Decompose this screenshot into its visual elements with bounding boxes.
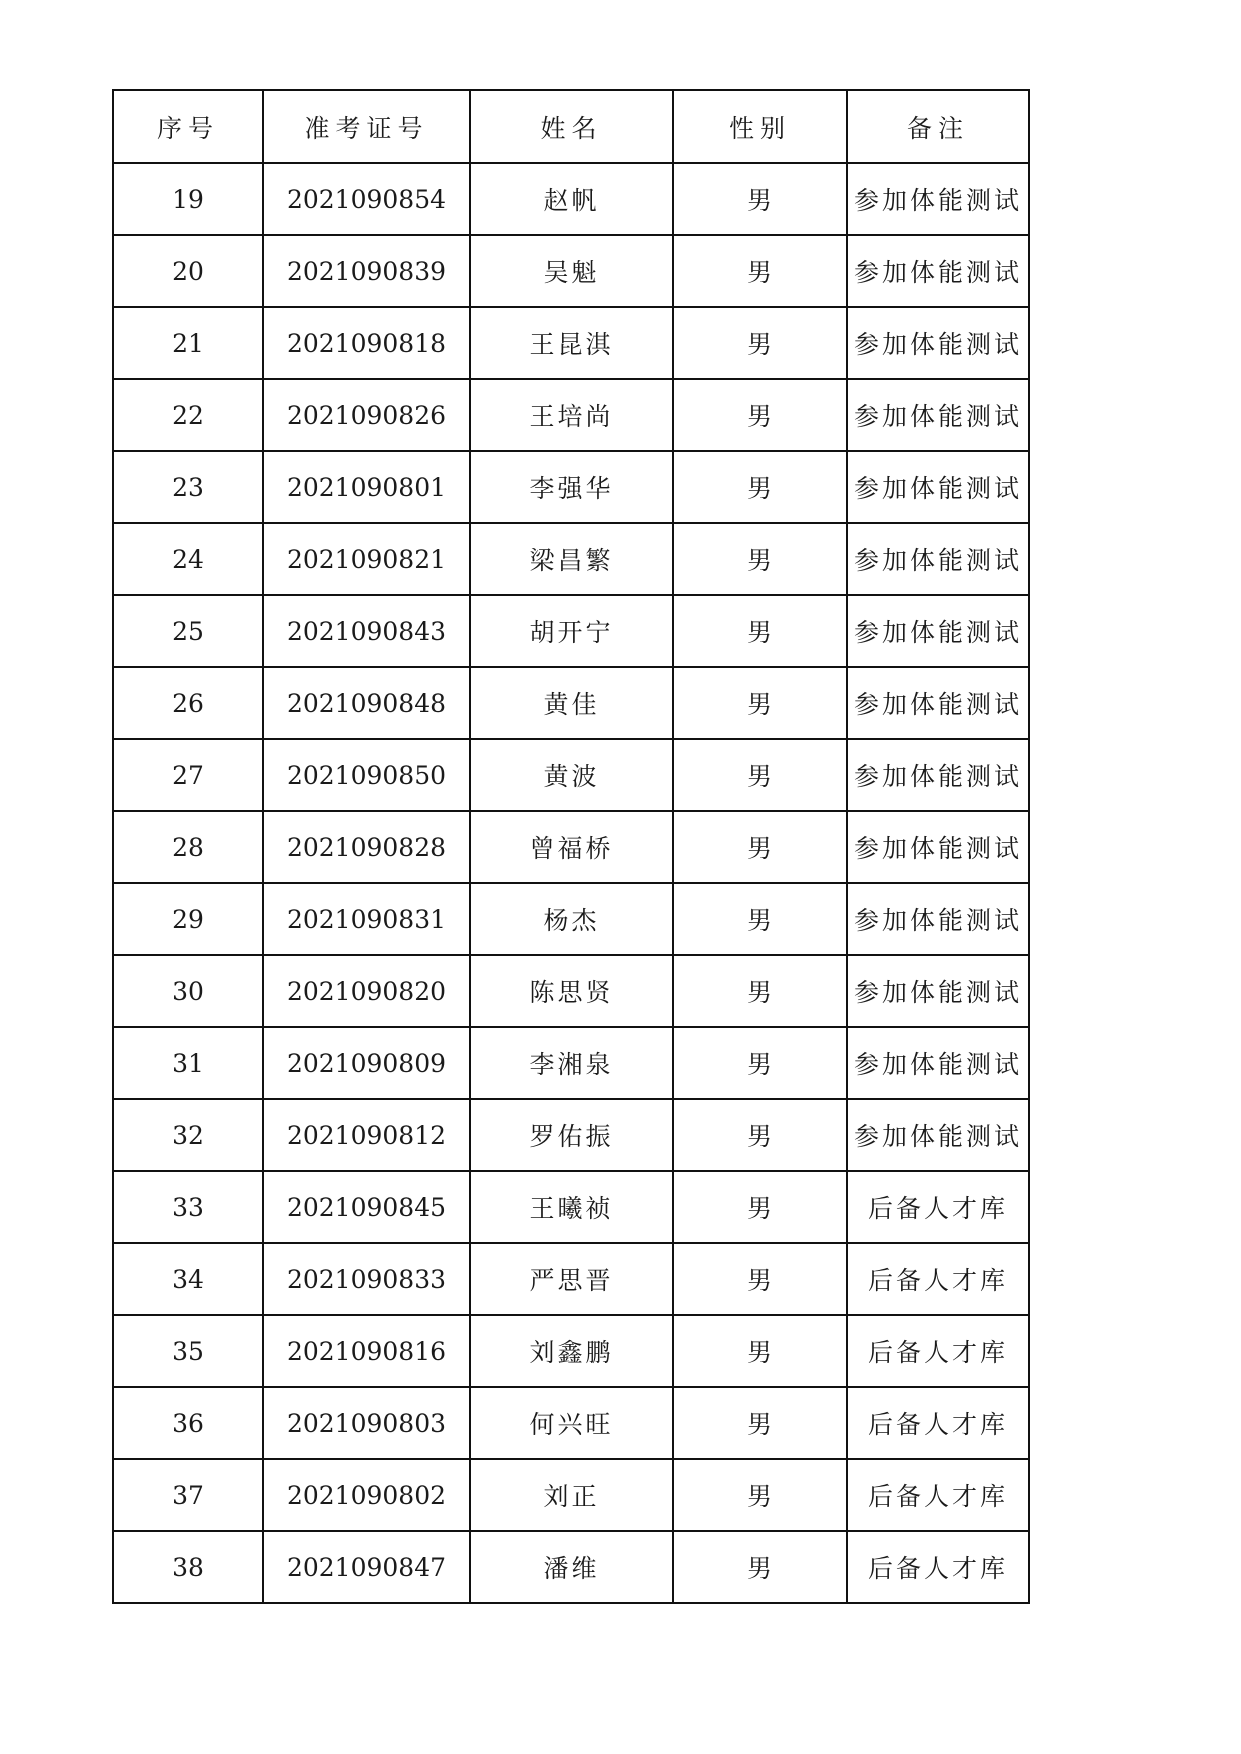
cell-no: 24 bbox=[113, 523, 263, 595]
cell-exam-id: 2021090803 bbox=[263, 1387, 470, 1459]
cell-name: 罗佑振 bbox=[470, 1099, 673, 1171]
cell-note: 参加体能测试 bbox=[847, 667, 1029, 739]
cell-gender: 男 bbox=[673, 1387, 847, 1459]
cell-gender: 男 bbox=[673, 883, 847, 955]
cell-exam-id: 2021090839 bbox=[263, 235, 470, 307]
cell-note: 参加体能测试 bbox=[847, 883, 1029, 955]
cell-gender: 男 bbox=[673, 1459, 847, 1531]
table-row bbox=[113, 1531, 1029, 1603]
cell-no: 36 bbox=[113, 1387, 263, 1459]
table-row bbox=[113, 1099, 1029, 1171]
cell-note: 后备人才库 bbox=[847, 1459, 1029, 1531]
cell-note: 后备人才库 bbox=[847, 1387, 1029, 1459]
cell-exam-id: 2021090826 bbox=[263, 379, 470, 451]
cell-exam-id: 2021090820 bbox=[263, 955, 470, 1027]
candidate-table bbox=[112, 89, 1030, 1604]
cell-gender: 男 bbox=[673, 1099, 847, 1171]
cell-name: 胡开宁 bbox=[470, 595, 673, 667]
cell-gender: 男 bbox=[673, 1531, 847, 1603]
table-row bbox=[113, 1459, 1029, 1531]
cell-gender: 男 bbox=[673, 1027, 847, 1099]
cell-name: 李湘泉 bbox=[470, 1027, 673, 1099]
cell-name: 潘维 bbox=[470, 1531, 673, 1603]
cell-note: 后备人才库 bbox=[847, 1171, 1029, 1243]
cell-exam-id: 2021090845 bbox=[263, 1171, 470, 1243]
cell-name: 曾福桥 bbox=[470, 811, 673, 883]
table-row bbox=[113, 811, 1029, 883]
cell-note: 参加体能测试 bbox=[847, 379, 1029, 451]
cell-name: 陈思贤 bbox=[470, 955, 673, 1027]
cell-name: 吴魁 bbox=[470, 235, 673, 307]
cell-gender: 男 bbox=[673, 451, 847, 523]
cell-name: 杨杰 bbox=[470, 883, 673, 955]
cell-gender: 男 bbox=[673, 1243, 847, 1315]
cell-note: 参加体能测试 bbox=[847, 739, 1029, 811]
table-row bbox=[113, 1387, 1029, 1459]
cell-no: 35 bbox=[113, 1315, 263, 1387]
header-gender: 性别 bbox=[673, 90, 847, 163]
cell-gender: 男 bbox=[673, 235, 847, 307]
cell-name: 王昆淇 bbox=[470, 307, 673, 379]
cell-no: 31 bbox=[113, 1027, 263, 1099]
cell-name: 刘正 bbox=[470, 1459, 673, 1531]
cell-note: 参加体能测试 bbox=[847, 595, 1029, 667]
table-row bbox=[113, 883, 1029, 955]
cell-note: 参加体能测试 bbox=[847, 1027, 1029, 1099]
cell-name: 刘鑫鹏 bbox=[470, 1315, 673, 1387]
table-row bbox=[113, 667, 1029, 739]
table-row bbox=[113, 955, 1029, 1027]
cell-exam-id: 2021090821 bbox=[263, 523, 470, 595]
cell-name: 梁昌繁 bbox=[470, 523, 673, 595]
cell-no: 38 bbox=[113, 1531, 263, 1603]
cell-exam-id: 2021090850 bbox=[263, 739, 470, 811]
cell-gender: 男 bbox=[673, 595, 847, 667]
cell-gender: 男 bbox=[673, 667, 847, 739]
cell-name: 何兴旺 bbox=[470, 1387, 673, 1459]
cell-note: 参加体能测试 bbox=[847, 523, 1029, 595]
cell-note: 后备人才库 bbox=[847, 1531, 1029, 1603]
cell-no: 28 bbox=[113, 811, 263, 883]
cell-note: 参加体能测试 bbox=[847, 811, 1029, 883]
table-row bbox=[113, 307, 1029, 379]
cell-name: 黄佳 bbox=[470, 667, 673, 739]
cell-exam-id: 2021090854 bbox=[263, 163, 470, 235]
table-row bbox=[113, 1171, 1029, 1243]
cell-note: 后备人才库 bbox=[847, 1243, 1029, 1315]
cell-exam-id: 2021090818 bbox=[263, 307, 470, 379]
cell-exam-id: 2021090847 bbox=[263, 1531, 470, 1603]
cell-no: 34 bbox=[113, 1243, 263, 1315]
table-row bbox=[113, 1243, 1029, 1315]
table-header bbox=[113, 90, 1029, 163]
cell-gender: 男 bbox=[673, 1315, 847, 1387]
cell-name: 王曦祯 bbox=[470, 1171, 673, 1243]
table-row bbox=[113, 1027, 1029, 1099]
cell-name: 王培尚 bbox=[470, 379, 673, 451]
cell-gender: 男 bbox=[673, 163, 847, 235]
cell-gender: 男 bbox=[673, 523, 847, 595]
cell-gender: 男 bbox=[673, 955, 847, 1027]
cell-note: 参加体能测试 bbox=[847, 955, 1029, 1027]
cell-no: 25 bbox=[113, 595, 263, 667]
cell-exam-id: 2021090801 bbox=[263, 451, 470, 523]
cell-note: 后备人才库 bbox=[847, 1315, 1029, 1387]
cell-exam-id: 2021090802 bbox=[263, 1459, 470, 1531]
cell-name: 赵帆 bbox=[470, 163, 673, 235]
header-no: 序号 bbox=[113, 90, 263, 163]
cell-no: 33 bbox=[113, 1171, 263, 1243]
cell-note: 参加体能测试 bbox=[847, 163, 1029, 235]
header-row bbox=[113, 90, 1029, 163]
header-name: 姓名 bbox=[470, 90, 673, 163]
cell-no: 37 bbox=[113, 1459, 263, 1531]
cell-note: 参加体能测试 bbox=[847, 1099, 1029, 1171]
table-row bbox=[113, 739, 1029, 811]
cell-exam-id: 2021090833 bbox=[263, 1243, 470, 1315]
cell-no: 30 bbox=[113, 955, 263, 1027]
cell-no: 26 bbox=[113, 667, 263, 739]
cell-exam-id: 2021090843 bbox=[263, 595, 470, 667]
cell-note: 参加体能测试 bbox=[847, 235, 1029, 307]
cell-no: 19 bbox=[113, 163, 263, 235]
table-row bbox=[113, 1315, 1029, 1387]
header-exam-id: 准考证号 bbox=[263, 90, 470, 163]
cell-gender: 男 bbox=[673, 307, 847, 379]
cell-exam-id: 2021090831 bbox=[263, 883, 470, 955]
cell-exam-id: 2021090812 bbox=[263, 1099, 470, 1171]
cell-note: 参加体能测试 bbox=[847, 451, 1029, 523]
cell-no: 22 bbox=[113, 379, 263, 451]
cell-name: 李强华 bbox=[470, 451, 673, 523]
cell-exam-id: 2021090809 bbox=[263, 1027, 470, 1099]
cell-gender: 男 bbox=[673, 1171, 847, 1243]
cell-no: 29 bbox=[113, 883, 263, 955]
cell-name: 严思晋 bbox=[470, 1243, 673, 1315]
table-row bbox=[113, 163, 1029, 235]
table-row bbox=[113, 451, 1029, 523]
table-row bbox=[113, 595, 1029, 667]
cell-no: 32 bbox=[113, 1099, 263, 1171]
table-row bbox=[113, 379, 1029, 451]
cell-no: 20 bbox=[113, 235, 263, 307]
cell-name: 黄波 bbox=[470, 739, 673, 811]
cell-gender: 男 bbox=[673, 739, 847, 811]
cell-no: 23 bbox=[113, 451, 263, 523]
table-row bbox=[113, 523, 1029, 595]
cell-gender: 男 bbox=[673, 811, 847, 883]
cell-exam-id: 2021090828 bbox=[263, 811, 470, 883]
cell-exam-id: 2021090848 bbox=[263, 667, 470, 739]
cell-note: 参加体能测试 bbox=[847, 307, 1029, 379]
cell-no: 21 bbox=[113, 307, 263, 379]
cell-exam-id: 2021090816 bbox=[263, 1315, 470, 1387]
cell-gender: 男 bbox=[673, 379, 847, 451]
cell-no: 27 bbox=[113, 739, 263, 811]
table-row bbox=[113, 235, 1029, 307]
table-body bbox=[113, 163, 1029, 1603]
header-note: 备注 bbox=[847, 90, 1029, 163]
